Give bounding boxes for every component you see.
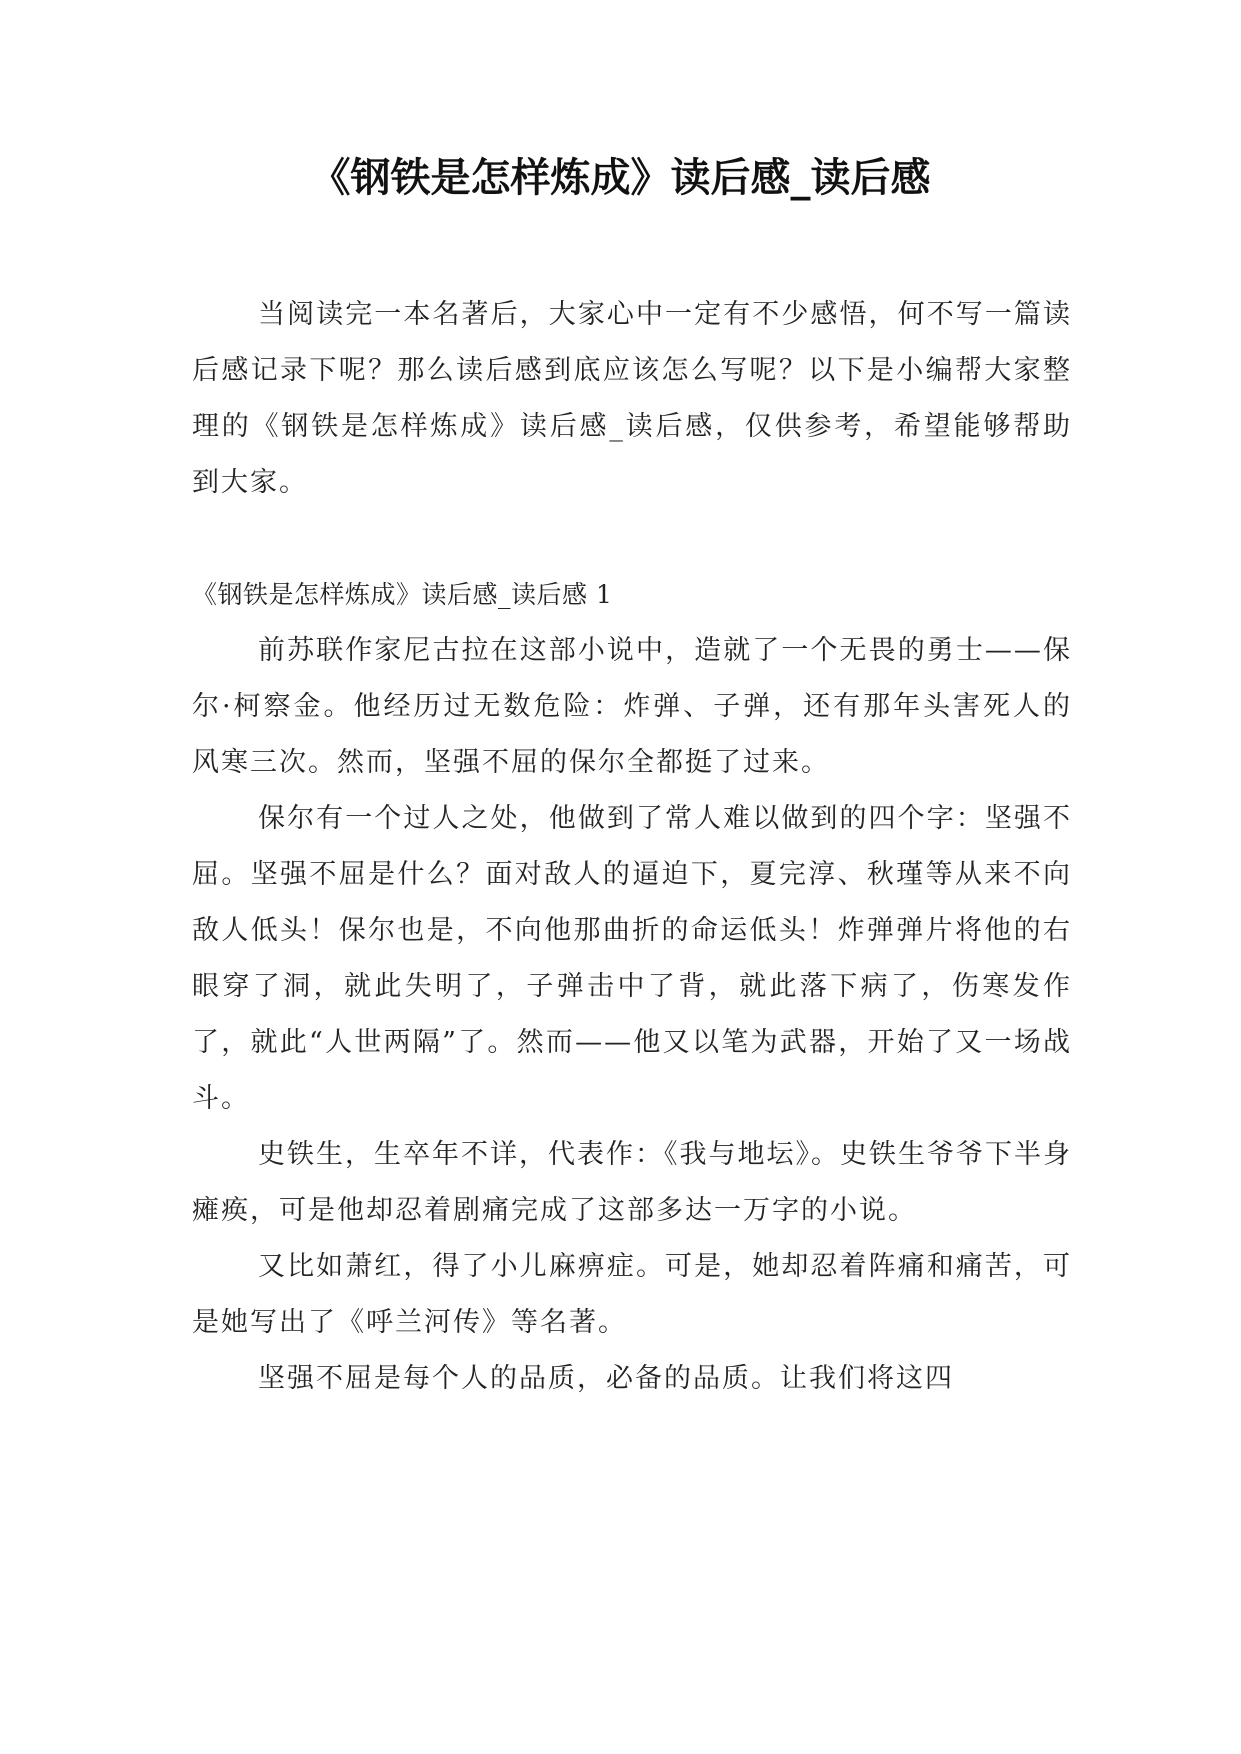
- document-title: 《钢铁是怎样炼成》读后感_读后感: [310, 155, 931, 201]
- body-paragraph: 史铁生，生卒年不详，代表作：《我与地坛》。史铁生爷爷下半身瘫痪，可是他却忍着剧痛完成了这部多达一万字的小说。: [192, 1139, 1072, 1226]
- document-body: [192, 287, 1072, 1407]
- body-paragraph: 前苏联作家尼古拉在这部小说中，造就了一个无畏的勇士——保尔·柯察金。他经历过无数危险：炸弹、子弹，还有那年头害死人的风寒三次。然而，坚强不屈的保尔全都挺了过来。: [192, 635, 1072, 778]
- intro-paragraph: 当阅读完一本名著后，大家心中一定有不少感悟，何不写一篇读后感记录下呢？那么读后感到底应该怎么写呢？以下是小编帮大家整理的《钢铁是怎样炼成》读后感_读后感，仅供参考，希望能够帮助到大家。: [192, 299, 1072, 498]
- section-heading: 《钢铁是怎样炼成》读后感_读后感 1: [192, 580, 613, 609]
- body-paragraph: 坚强不屈是每个人的品质，必备的品质。让我们将这四: [258, 1363, 954, 1394]
- body-paragraph: 保尔有一个过人之处，他做到了常人难以做到的四个字：坚强不屈。坚强不屈是什么？面对敌人的逼迫下，夏完淳、秋瑾等从来不向敌人低头！保尔也是，不向他那曲折的命运低头！炸弹弹片将他的右眼穿了洞，就此失明了，子弹击中了背，就此落下病了，伤寒发作了，就此“人世两隔”了。然而——他又以笔为武器，开始了又一场战斗。: [192, 803, 1072, 1114]
- body-paragraph: 又比如萧红，得了小儿麻痹症。可是，她却忍着阵痛和痛苦，可是她写出了《呼兰河传》等名著。: [192, 1251, 1072, 1338]
